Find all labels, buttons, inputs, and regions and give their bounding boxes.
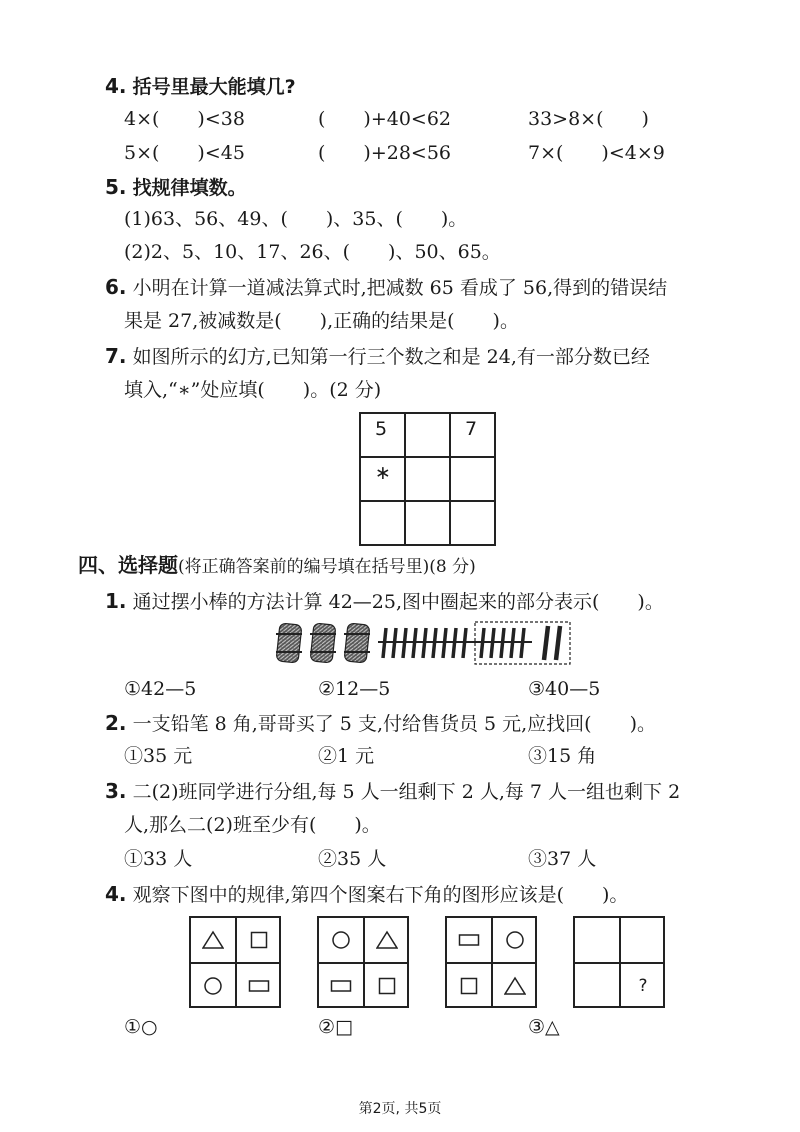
magic-square <box>359 412 496 546</box>
magic-cell <box>405 457 450 501</box>
triangle-icon <box>504 976 526 996</box>
c3-line2: 人,那么二(2)班至少有( )。 <box>124 814 381 836</box>
c3-option-3: ③37 人 <box>528 848 597 870</box>
c2-option-2: ②1 元 <box>318 745 375 767</box>
q5-heading: 5. 找规律填数。 <box>105 175 247 199</box>
rectangle-icon <box>458 933 480 947</box>
rectangle-icon <box>330 979 352 993</box>
bundle-3 <box>344 623 370 663</box>
pattern-4 <box>573 916 665 1008</box>
section4-heading: 四、选择题(将正确答案前的编号填在括号里)(8 分) <box>78 553 476 577</box>
c3-option-1: ①33 人 <box>124 848 193 870</box>
c4-option-3: ③△ <box>528 1016 560 1038</box>
circle-icon <box>331 930 351 950</box>
bundle-1 <box>276 623 302 663</box>
square-icon <box>460 977 478 995</box>
c1-question: 1. 通过摆小棒的方法计算 42—25,图中圈起来的部分表示( )。 <box>105 589 664 613</box>
pattern-2 <box>317 916 409 1008</box>
square-icon <box>250 931 268 949</box>
magic-cell: 5 <box>360 413 405 457</box>
q6-line2: 果是 27,被减数是( ),正确的结果是( )。 <box>124 310 519 332</box>
rectangle-icon <box>248 979 270 993</box>
q4-row1-a: 4×( )<38 <box>124 108 245 130</box>
magic-cell <box>405 413 450 457</box>
q4-row2-b: ( )+28<56 <box>318 142 452 164</box>
q4-row2-a: 5×( )<45 <box>124 142 245 164</box>
c4-option-2: ②□ <box>318 1016 353 1038</box>
triangle-icon <box>202 930 224 950</box>
circle-icon <box>203 976 223 996</box>
sticks-illustration <box>270 620 580 666</box>
two-sticks <box>544 626 560 660</box>
bundle-2 <box>310 623 336 663</box>
c3-line1: 3. 二(2)班同学进行分组,每 5 人一组剩下 2 人,每 7 人一组也剩下 2 <box>105 779 681 803</box>
magic-cell <box>450 457 495 501</box>
q4-row2-c: 7×( )<4×9 <box>528 142 665 164</box>
c1-option-1: ①42—5 <box>124 678 197 700</box>
c4-option-1: ①○ <box>124 1016 158 1038</box>
page-footer: 第2页, 共5页 <box>358 1101 442 1117</box>
c3-option-2: ②35 人 <box>318 848 387 870</box>
c2-option-1: ①35 元 <box>124 745 193 767</box>
question-mark: ? <box>638 976 648 996</box>
triangle-icon <box>376 930 398 950</box>
q5-line2: (2)2、5、10、17、26、( )、50、65。 <box>124 241 501 263</box>
magic-cell <box>405 501 450 545</box>
c2-option-3: ③15 角 <box>528 745 597 767</box>
q7-line2: 填入,“∗”处应填( )。(2 分) <box>124 379 382 401</box>
circle-icon <box>505 930 525 950</box>
c4-question: 4. 观察下图中的规律,第四个图案右下角的图形应该是( )。 <box>105 882 629 906</box>
square-icon <box>378 977 396 995</box>
q4-row1-b: ( )+40<62 <box>318 108 452 130</box>
c1-option-2: ②12—5 <box>318 678 391 700</box>
q4-heading: 4. 括号里最大能填几? <box>105 74 296 98</box>
q4-row1-c: 33>8×( ) <box>528 108 649 130</box>
c1-option-3: ③40—5 <box>528 678 601 700</box>
pattern-3 <box>445 916 537 1008</box>
loose-sticks <box>378 628 532 658</box>
q7-line1: 7. 如图所示的幻方,已知第一行三个数之和是 24,有一部分数已经 <box>105 344 650 368</box>
q6-line1: 6. 小明在计算一道减法算式时,把减数 65 看成了 56,得到的错误结 <box>105 275 668 299</box>
c2-question: 2. 一支铅笔 8 角,哥哥买了 5 支,付给售货员 5 元,应找回( )。 <box>105 711 657 735</box>
magic-cell: 7 <box>450 413 495 457</box>
magic-cell <box>450 501 495 545</box>
pattern-1 <box>189 916 281 1008</box>
q5-line1: (1)63、56、49、( )、35、( )。 <box>124 208 468 230</box>
magic-cell: ∗ <box>360 457 405 501</box>
magic-cell <box>360 501 405 545</box>
